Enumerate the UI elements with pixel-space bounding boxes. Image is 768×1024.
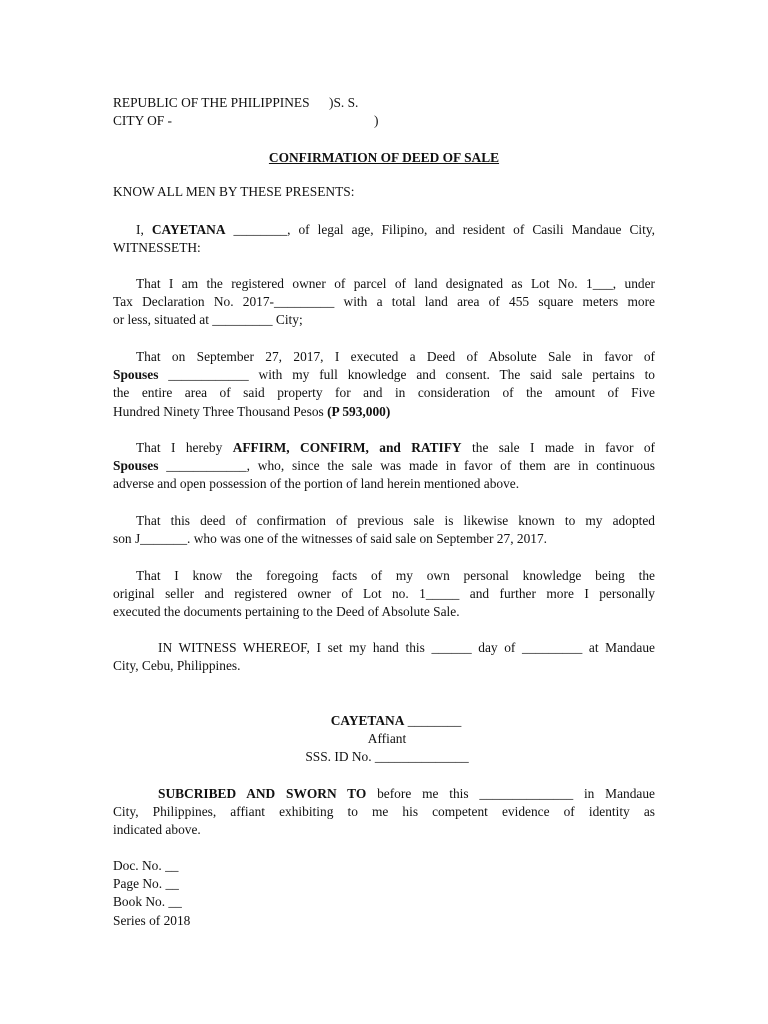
paragraph-in-witness: IN WITNESS WHEREOF, I set my hand this ______ day of _________ at Mandaue City, Cebu, Philippines. (113, 640, 655, 674)
venue-city-paren: ) (374, 113, 379, 129)
page-no: Page No. __ (113, 876, 179, 892)
paragraph-ownership: That I am the registered owner of parcel of land designated as Lot No. 1___, under Tax Declaration No. 2017-_________ with a total land area of 455 square meters more or less, situated at _________ City; (113, 276, 655, 328)
paragraph-witness-son: That this deed of confirmation of previous sale is likewise known to my adopted son J_______. who was one of the witnesses of said sale on September 27, 2017. (113, 513, 655, 547)
series: Series of 2018 (113, 912, 191, 928)
signature-role: Affiant (367, 731, 407, 747)
venue-republic: REPUBLIC OF THE PHILIPPINES (113, 95, 310, 110)
opening-line: KNOW ALL MEN BY THESE PRESENTS: (113, 184, 355, 199)
venue-city: CITY OF - (113, 113, 173, 129)
venue-ss: )S. S. (329, 95, 359, 110)
signature-block: CAYETANA ________ Affiant SSS. ID No. ______________ (260, 712, 510, 767)
affiant-name: CAYETANA (151, 222, 226, 237)
venue-header (113, 94, 655, 130)
paragraph-knowledge: That I know the foregoing facts of my own personal knowledge being the original seller and registered owner of Lot no. 1_____ and further more I personally executed the documents pertaining to the Deed of Absolute Sale. (113, 568, 655, 620)
book-no: Book No. __ (113, 894, 182, 910)
paragraph-affirmation: That I hereby AFFIRM, CONFIRM, and RATIFY the sale I made in favor of Spouses ____________, who, since the sale was made in favor of them are in continuous adverse and open possession of the portion of land herein mentioned above. (113, 440, 656, 492)
sss-id: SSS. ID No. ______________ (305, 749, 469, 765)
sale-amount: (P 593,000) (327, 403, 391, 419)
witnesseth: WITNESSETH: (113, 240, 201, 256)
document-title: CONFIRMATION OF DEED OF SALE (268, 150, 500, 165)
paragraph-sale: That on September 27, 2017, I executed a Deed of Absolute Sale in favor of Spouses ____________ with my full knowledge and consent. The said sale pertains to the entire area of said property for and in consideration of the amount of Five Hundred Ninety Three Thousand Pesos (P 593,000) (113, 349, 655, 419)
paragraph-affiant: I, CAYETANA ________, of legal age, Filipino, and resident of Casili Mandaue City, WITNESSETH: (113, 221, 655, 257)
notarial-register (113, 857, 655, 930)
jurat: SUBCRIBED AND SWORN TO before me this ______________ in Mandaue City, Philippines, affiant exhibiting to me his competent evidence of identity as indicated above. (113, 786, 655, 838)
doc-no: Doc. No. __ (113, 858, 179, 873)
signature-name: CAYETANA (330, 713, 405, 728)
